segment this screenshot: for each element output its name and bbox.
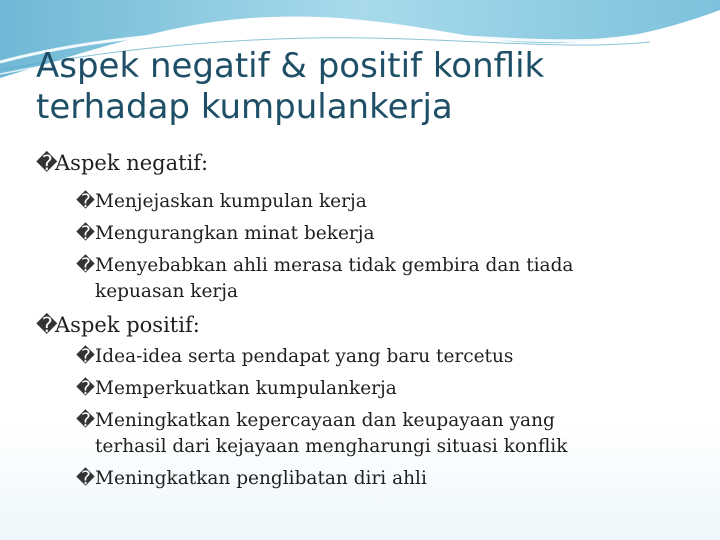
bullet-icon: � (76, 410, 95, 431)
bullet-icon: � (76, 468, 95, 489)
list-item (76, 190, 367, 214)
bullet-icon: � (76, 346, 95, 367)
bullet-icon: � (76, 255, 95, 276)
list-item-continuation: terhasil dari kejayaan mengharungi situasi konflik (95, 436, 568, 457)
list-item-label: Memperkuatkan kumpulankerja (95, 378, 397, 399)
bullet-icon: � (76, 378, 95, 399)
list-item-label: Menyebabkan ahli merasa tidak gembira dan tiada (95, 255, 574, 276)
list-item (76, 222, 375, 246)
list-item (76, 377, 397, 401)
list-item-continuation: kepuasan kerja (95, 281, 239, 302)
positive-heading (36, 312, 200, 338)
list-item-label: Menjejaskan kumpulan kerja (95, 191, 367, 212)
list-item-label: Idea-idea serta pendapat yang baru tercetus (95, 346, 514, 367)
list-item (76, 409, 555, 433)
list-item-label: Mengurangkan minat bekerja (95, 223, 375, 244)
list-item (76, 345, 513, 369)
bullet-icon: � (36, 313, 58, 337)
list-item (76, 254, 573, 278)
bullet-icon: � (76, 223, 95, 244)
negative-heading (36, 150, 208, 176)
bullet-icon: � (36, 151, 58, 175)
list-item (76, 467, 427, 491)
list-item-label: Meningkatkan kepercayaan dan keupayaan yang (95, 410, 555, 431)
positive-heading-label: Aspek positif: (55, 313, 200, 337)
title-line-1: Aspek negatif & positif konflik (36, 46, 545, 86)
title-line-2: terhadap kumpulankerja (36, 87, 453, 127)
bullet-icon: � (76, 191, 95, 212)
negative-heading-label: Aspek negatif: (55, 151, 209, 175)
list-item-label: Meningkatkan penglibatan diri ahli (95, 468, 427, 489)
